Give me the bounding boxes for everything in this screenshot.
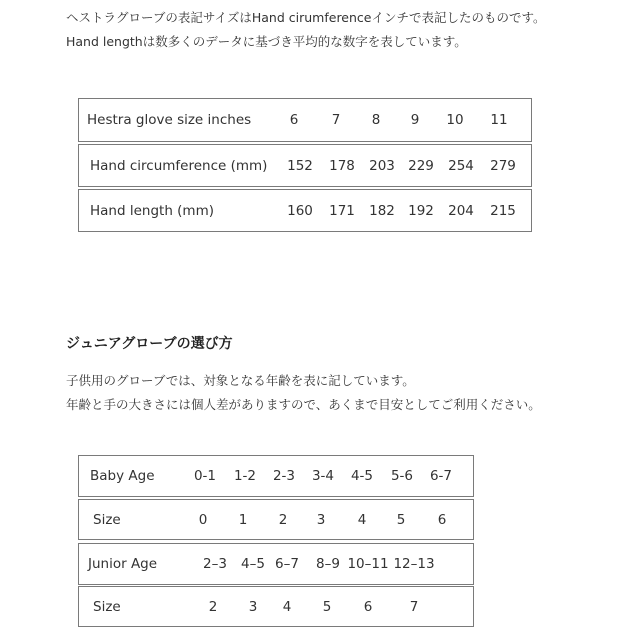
intro-line-1: ヘストラグローブの表記サイズはHand cirumferenceインチで表記したのものです。	[66, 10, 546, 25]
table-cell: 6	[437, 511, 447, 528]
table-cell: 11	[490, 112, 508, 128]
row-label: Junior Age	[88, 556, 158, 572]
junior-text	[66, 369, 541, 417]
table-cell: 0	[198, 511, 208, 528]
table-cell: 2	[278, 511, 288, 528]
table-cell: 7	[331, 112, 341, 128]
table-cell: 2–3	[203, 556, 227, 572]
table-cell: 5	[396, 511, 406, 528]
table-cell: 152	[287, 157, 313, 174]
table-cell: 8–9	[316, 556, 340, 572]
table-cell: 1-2	[233, 468, 257, 484]
table-row	[78, 98, 532, 142]
table-cell: 7	[409, 598, 419, 615]
table-cell: 3	[316, 511, 326, 528]
table-cell: 0-1	[193, 468, 217, 484]
junior-heading: ジュニアグローブの選び方	[66, 336, 233, 352]
table-cell: 204	[448, 202, 474, 219]
table-cell: 4–5	[241, 556, 265, 572]
table-cell: 6	[363, 598, 373, 615]
table-cell: 5	[322, 598, 332, 615]
table-row	[78, 499, 474, 540]
row-label: Size	[93, 598, 121, 615]
table-cell: 2-3	[272, 468, 296, 484]
table-cell: 4-5	[350, 468, 374, 484]
table-cell: 8	[371, 112, 381, 128]
table-cell: 171	[329, 202, 355, 219]
table-row	[78, 144, 532, 187]
table-cell: 9	[410, 112, 420, 128]
row-label: Hand circumference (mm)	[90, 157, 268, 174]
table-cell: 3	[248, 598, 258, 615]
table-cell: 4	[282, 598, 292, 615]
table-cell: 279	[490, 157, 516, 174]
intro-text	[66, 6, 545, 54]
table-cell: 3-4	[311, 468, 335, 484]
table-cell: 215	[490, 202, 516, 219]
row-label: Hand length (mm)	[90, 202, 214, 219]
table-cell: 4	[357, 511, 367, 528]
table-cell: 6	[289, 112, 299, 128]
row-label: Hestra glove size inches	[87, 112, 252, 128]
table-cell: 10	[446, 112, 464, 128]
junior-line-2: 年齢と手の大きさには個人差がありますので、あくまで目安としてご利用ください。	[66, 397, 541, 412]
table-cell: 5-6	[390, 468, 414, 484]
table-cell: 1	[238, 511, 248, 528]
table-row	[78, 586, 474, 627]
table-cell: 182	[369, 202, 395, 219]
table-row	[78, 543, 474, 585]
table-cell: 160	[287, 202, 313, 219]
table-cell: 10–11	[347, 556, 389, 572]
table-row	[78, 189, 532, 232]
table-cell: 192	[408, 202, 434, 219]
table-row	[78, 455, 474, 497]
table-cell: 6-7	[429, 468, 453, 484]
intro-line-2: Hand lengthは数多くのデータに基づき平均的な数字を表しています。	[66, 34, 467, 49]
row-label: Size	[93, 511, 121, 528]
table-cell: 254	[448, 157, 474, 174]
table-cell: 12–13	[393, 556, 435, 572]
junior-line-1: 子供用のグローブでは、対象となる年齢を表に記しています。	[66, 373, 415, 388]
table-cell: 203	[369, 157, 395, 174]
table-cell: 229	[408, 157, 434, 174]
table-cell: 6–7	[275, 556, 299, 572]
row-label: Baby Age	[90, 468, 155, 484]
table-cell: 2	[208, 598, 218, 615]
table-cell: 178	[329, 157, 355, 174]
